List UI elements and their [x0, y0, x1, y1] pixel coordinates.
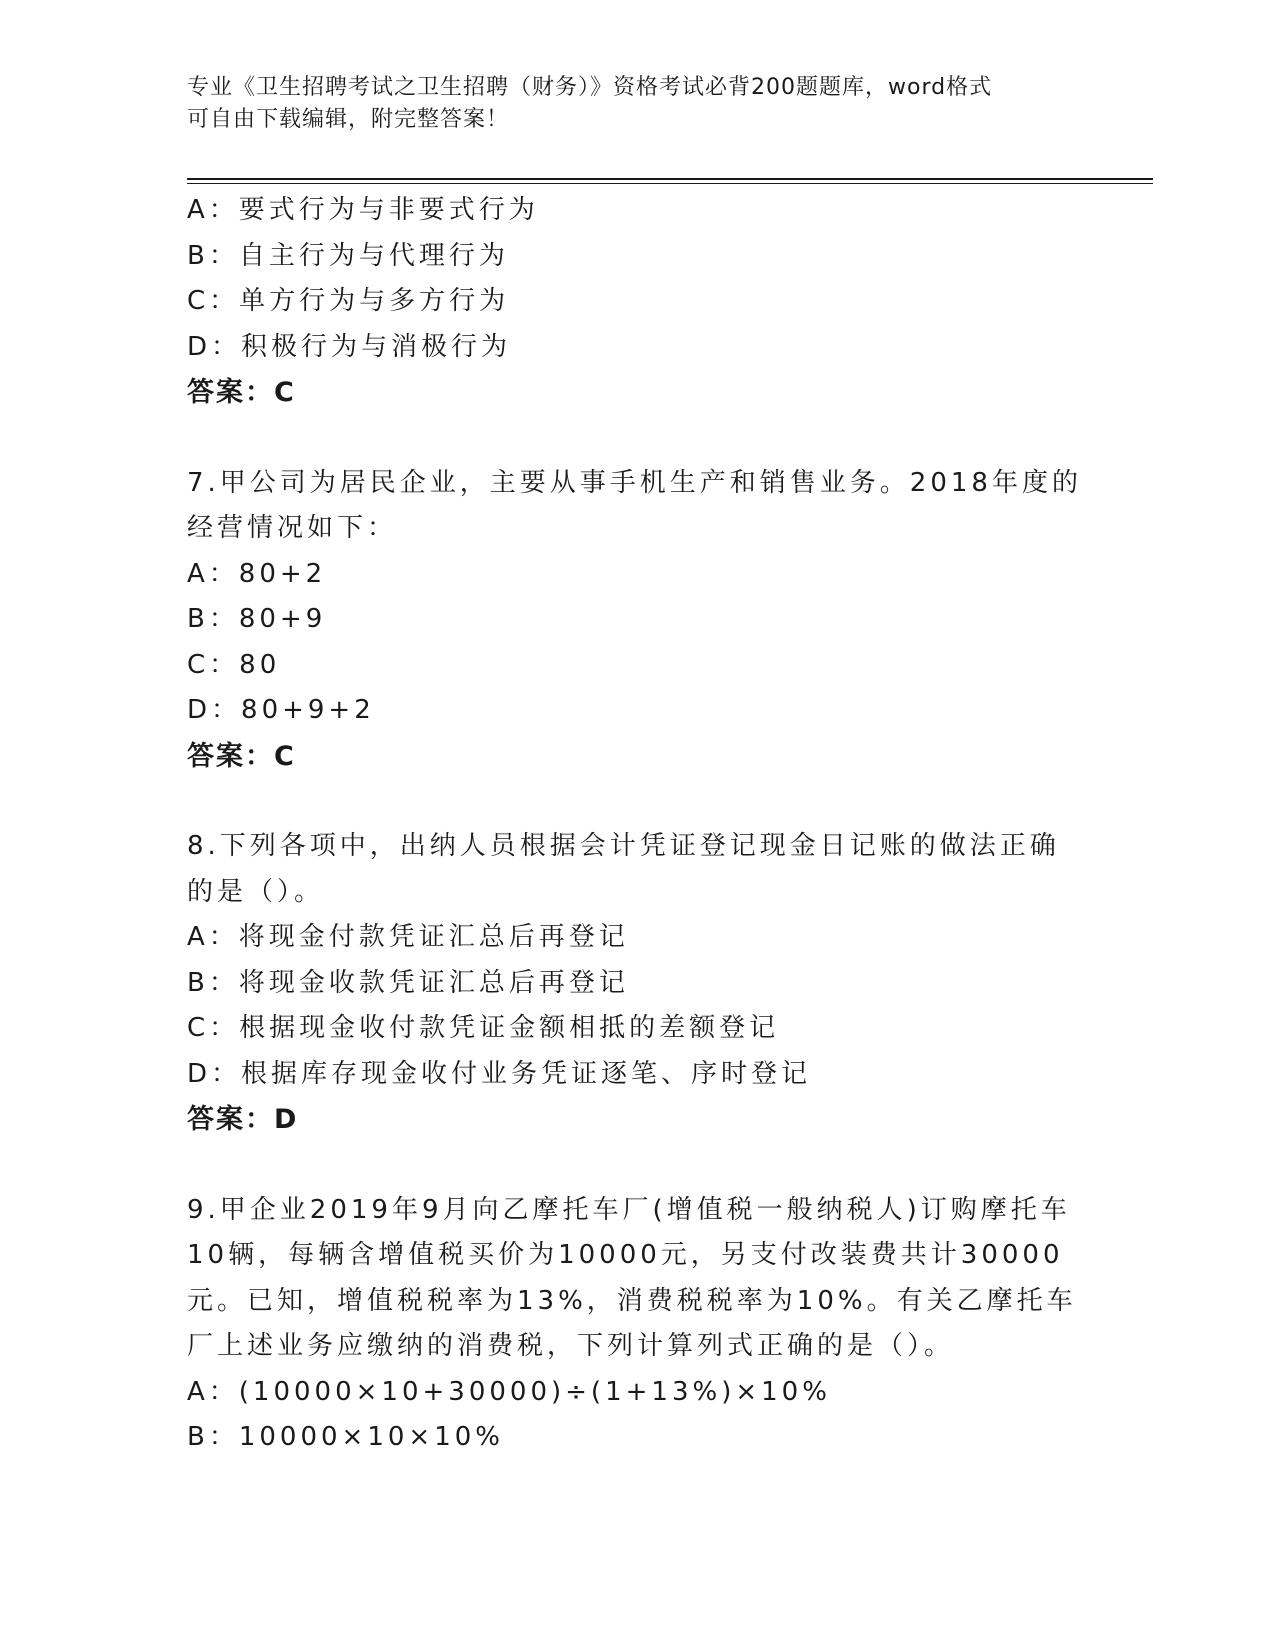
option-b: B：将现金收款凭证汇总后再登记: [187, 967, 629, 998]
option-d: D：积极行为与消极行为: [187, 331, 512, 362]
document-header: [187, 72, 1087, 136]
option-c: C：根据现金收付款凭证金额相抵的差额登记: [187, 1013, 780, 1043]
option-b: B：80+9: [187, 604, 327, 634]
header-divider-thick: [187, 178, 1153, 180]
question-text: 8.下列各项中，出纳人员根据会计凭证登记现金日记账的做法正确的是（）。: [187, 831, 1060, 907]
answer: 答案：C: [187, 740, 296, 772]
option-c: C：单方行为与多方行为: [187, 286, 510, 316]
spacer: [187, 779, 1087, 824]
answer: 答案：D: [187, 1104, 299, 1135]
question-list: [187, 188, 1087, 1461]
question-9: [187, 1188, 1087, 1461]
question-text: 7.甲公司为居民企业，主要从事手机生产和销售业务。2018年度的经营情况如下：: [187, 467, 1082, 543]
option-a: A：80+2: [187, 558, 327, 589]
question-8: [187, 824, 1087, 1143]
spacer: [187, 1143, 1087, 1188]
header-line-2: 可自由下载编辑，附完整答案！: [187, 107, 510, 132]
question-7: [187, 461, 1087, 780]
option-d: D：根据库存现金收付业务凭证逐笔、序时登记: [187, 1058, 812, 1089]
option-a: A：(10000×10+30000)÷(1+13%)×10%: [187, 1376, 831, 1407]
option-b: B：10000×10×10%: [187, 1422, 504, 1452]
option-a: A：要式行为与非要式行为: [187, 195, 539, 225]
header-divider-thin: [187, 183, 1153, 184]
question-text: 9.甲企业2019年9月向乙摩托车厂(增值税一般纳税人)订购摩托车10辆，每辆含增值税买价为10000元，另支付改装费共计30000元。已知，增值税税率为13%，消费税税率为10%。有关乙摩托车厂上述业务应缴纳的消费税，下列计算列式正确的是（）。: [187, 1194, 1077, 1361]
option-c: C：80: [187, 649, 281, 680]
option-b: B：自主行为与代理行为: [187, 240, 509, 271]
spacer: [187, 416, 1087, 461]
option-d: D：80+9+2: [187, 695, 375, 725]
question-6: [187, 188, 1087, 416]
option-a: A：将现金付款凭证汇总后再登记: [187, 922, 629, 952]
header-line-1: 专业《卫生招聘考试之卫生招聘（财务）》资格考试必背200题题库，word格式: [187, 75, 993, 100]
answer: 答案：C: [187, 377, 296, 408]
